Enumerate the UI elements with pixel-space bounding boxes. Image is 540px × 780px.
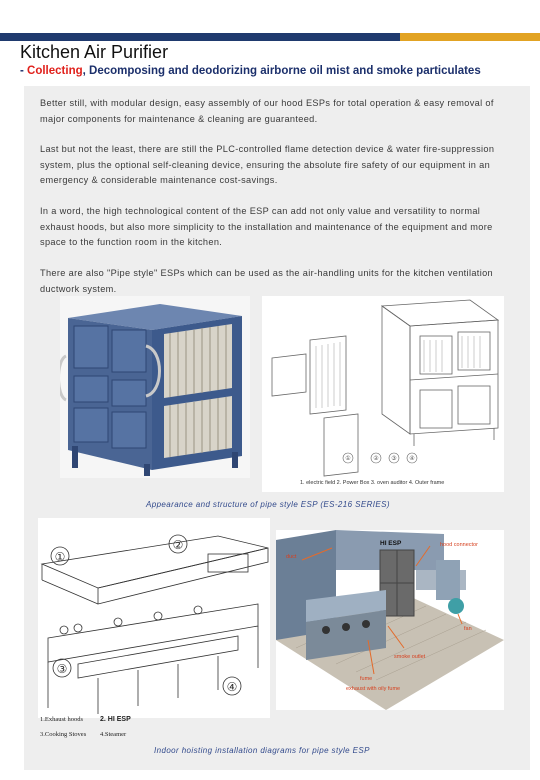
subtitle-rest: , Decomposing and deodorizing airborne oil mist and smoke particulates (82, 65, 481, 77)
header-bar (0, 33, 540, 41)
page-subtitle (20, 65, 481, 77)
figure2-caption: Indoor hoisting installation diagrams for pipe style ESP (154, 746, 370, 755)
callout-4: ④ (409, 455, 415, 462)
esp-unit-illustration (60, 296, 250, 478)
sketch-callout-3: ③ (56, 662, 68, 676)
label-fan: fan (464, 626, 472, 632)
label-exhaust: exhaust with oily fume (346, 686, 401, 692)
legend-exhaust-hoods: 1.Exhaust hoods (40, 716, 83, 723)
label-hood-connector: hood connector (440, 542, 478, 548)
callout-1: ① (345, 455, 351, 462)
figure1-caption: Appearance and structure of pipe style ESP (ES-216 SERIES) (146, 500, 390, 509)
sketch-callout-1: ① (54, 550, 66, 564)
paragraph-summary: In a word, the high technological content of the ESP can add not only value and versatility to normal exhaust hoods, but also more simplicity to the installation and maintenance of the equipment and more space to the function room in the kitchen. (40, 206, 493, 247)
callout-3: ③ (391, 455, 397, 462)
paragraph-pipe-style: There are also "Pipe style" ESPs which can be used as the air-handling units for the kitchen ventilation ductwork system. (40, 268, 494, 294)
installation-illustration (276, 530, 504, 710)
esp-structure-drawing (262, 296, 504, 492)
page-title: Kitchen Air Purifier (20, 42, 169, 62)
header-bar-gold (400, 33, 540, 41)
subtitle-dash: - (20, 65, 28, 77)
paragraph-modular: Better still, with modular design, easy assembly of our hood ESPs for total operation & easy removal of major components for maintenance & cleaning are guaranteed. (40, 98, 494, 124)
label-duct: duct (286, 554, 297, 560)
paragraph-safety: Last but not the least, there are still the PLC-controlled flame detection device & water fire-suppression system, plus the optional self-cleaning device, ensuring the absolute fire safety of our equipment in an emergency & considerable maintenance cost-savings. (40, 144, 495, 185)
kitchen-line-drawing (38, 518, 270, 718)
diagram-legend: 1. electric field 2. Power Box 3. oven auditor 4. Outer frame (300, 480, 445, 486)
legend-hi-esp: 2. HI ESP (100, 716, 131, 723)
sketch-callout-4: ④ (226, 680, 238, 694)
label-smoke-outlet: smoke outlet (394, 654, 426, 660)
kitchen-sketch (38, 518, 270, 718)
header-bar-navy (0, 33, 400, 41)
legend-steamer: 4.Steamer (100, 731, 127, 738)
sketch-callout-2: ② (172, 538, 184, 552)
label-fume: fume (360, 676, 373, 682)
esp-unit-photo (60, 296, 250, 478)
subtitle-highlight: Collecting (27, 65, 83, 77)
callout-2: ② (373, 455, 379, 462)
installation-render (276, 530, 504, 710)
legend-cooking-stoves: 3.Cooking Stoves (40, 731, 87, 738)
label-hi-esp: HI ESP (380, 540, 402, 547)
esp-exploded-diagram (262, 296, 504, 492)
